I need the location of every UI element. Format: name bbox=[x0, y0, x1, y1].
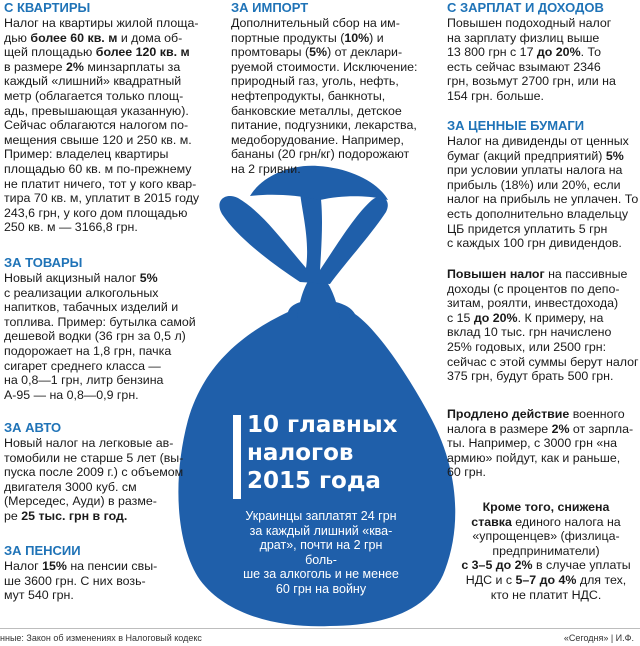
section-body: Кроме того, снижена ставка единого налога на «упрощенцев» (физлица- предприниматели) с 3–5 до 2% в случае уплаты НДС и с 5–7 до 4% для тех, кто не платит НДС. bbox=[461, 500, 631, 602]
section-securities bbox=[447, 118, 639, 251]
section-heading: С ЗАРПЛАТ И ДОХОДОВ bbox=[447, 0, 604, 15]
section-passive-income bbox=[447, 267, 639, 384]
infographic-title bbox=[233, 411, 403, 507]
section-heading: С КВАРТИРЫ bbox=[4, 0, 91, 15]
section-single-tax bbox=[453, 500, 639, 602]
section-goods bbox=[4, 255, 222, 402]
section-heading: ЗА ИМПОРТ bbox=[231, 0, 309, 15]
section-body: Повышен подоходный налог на зарплату физлиц выше 13 800 грн с 17 до 20%. То есть сейчас взымают 2346 грн, возьмут 2700 грн, или на 154 грн. больше. bbox=[447, 16, 616, 103]
section-salary bbox=[447, 0, 639, 104]
section-military-tax bbox=[447, 407, 639, 480]
footer bbox=[0, 628, 640, 646]
section-heading: ЗА АВТО bbox=[4, 420, 62, 435]
section-body: Продлено действие военного налога в размере 2% от зарпла- ты. Например, с 3000 грн «на армию» пойдут, как и раньше, 60 грн. bbox=[447, 407, 634, 480]
section-body: Налог на квартиры жилой площа- дью более 60 кв. м и дома об- щей площадью более 120 кв. м в размере 2% минзарплаты за каждый «лишний» квадратный метр (облагается только площ- адь, превышающая указанную). Сейчас облагаются налогом по- мещения свыше 120 и 250 кв. м. Пример: владелец квартиры площадью 60 кв. м по-прежнему не платит ничего, тот у кого квар- тира 70 кв. м, уплатит в 2015 году 243,6 грн, у кого дом площадью 250 кв. м — 3166,8 грн. bbox=[4, 16, 200, 235]
section-heading: ЗА ПЕНСИИ bbox=[4, 543, 81, 558]
page-title: 10 главных налогов 2015 года bbox=[247, 412, 398, 494]
section-auto bbox=[4, 420, 222, 524]
section-heading: ЗА ЦЕННЫЕ БУМАГИ bbox=[447, 118, 585, 133]
section-body: Налог на дивиденды от ценных бумаг (акций предприятий) 5% при условии уплаты налога на прибыль (18%) или 20%, если налог на прибыль не уплачен. То есть дополнительно владельцу ЦБ придется уплатить 5 грн с каждых 100 грн дивидендов. bbox=[447, 134, 639, 251]
title-accent-bar bbox=[233, 415, 241, 499]
section-body: Налог 15% на пенсии свы- ше 3600 грн. С них возь- мут 540 грн. bbox=[4, 559, 158, 603]
section-apartments bbox=[4, 0, 222, 235]
section-body: Новый налог на легковые ав- томобили не старше 5 лет (вы- пуска после 2009 г.) с объемом двигателя 3000 куб. см (Мерседес, Ауди) в разме- ре 25 тыс. грн в год. bbox=[4, 436, 184, 523]
section-body: Повышен налог на пассивные доходы (с процентов по депо- зитам, роялти, инвестдохода) с 15 до 20%. К примеру, на вклад 10 тыс. грн начислено 25% годовых, или 2500 грн: сейчас с этой суммы берут налог 375 грн, будут брать 500 грн. bbox=[447, 267, 639, 384]
section-body: Дополнительный сбор на им- портные продукты (10%) и промтовары (5%) от деклари- руемой стоимости. Исключение: природный газ, уголь, нефть, нефтепродукты, банкноты, банковские металлы, детское питание, подгузники, лекарства, медоборудование. Например, бананы (20 грн/кг) подорожают на 2 гривни. bbox=[231, 16, 418, 176]
credit: «Сегодня» | И.Ф. bbox=[563, 633, 634, 643]
section-import bbox=[231, 0, 431, 177]
summary-note: Украинцы заплатят 24 грн за каждый лишний «ква- драт», почти на 2 грн боль- ше за алкоголь и не менее 60 грн на войну bbox=[243, 509, 399, 596]
section-body: Новый акцизный налог 5% с реализации алкогольных напитков, табачных изделий и топлива. Пример: бутылка самой дешевой водки (36 грн за 0,5 л) подорожает на 1,8 грн, пачка сигарет среднего класса — на 0,8—1 грн, литр бензина А-95 — на 0,8—0,9 грн. bbox=[4, 271, 196, 402]
section-pension bbox=[4, 543, 222, 603]
section-heading: ЗА ТОВАРЫ bbox=[4, 255, 83, 270]
source-note: нные: Закон об изменениях в Налоговый кодекс bbox=[0, 633, 202, 643]
